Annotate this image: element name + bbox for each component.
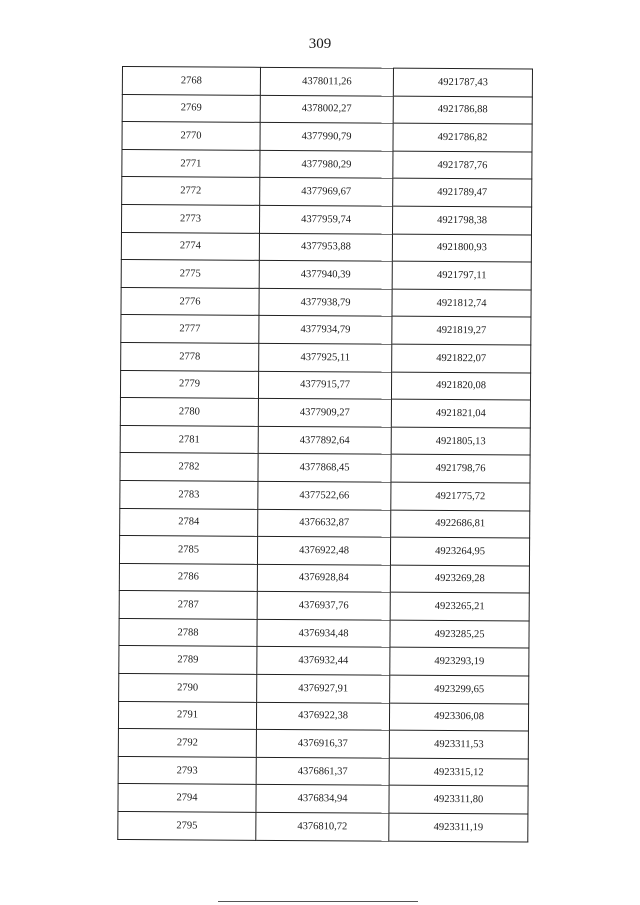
y-coordinate-cell: 4921805,13 — [391, 427, 530, 455]
point-number-cell: 2776 — [121, 287, 259, 315]
table-row — [121, 260, 531, 290]
y-coordinate-cell: 4921789,47 — [393, 179, 532, 207]
y-coordinate-cell: 4923311,19 — [389, 813, 528, 841]
x-coordinate-cell: 4376927,91 — [257, 674, 390, 702]
table-row — [119, 591, 529, 621]
table-row — [121, 315, 531, 345]
y-coordinate-cell: 4921800,93 — [392, 234, 531, 262]
point-number-cell: 2771 — [122, 149, 260, 177]
y-coordinate-cell: 4921798,38 — [392, 206, 531, 234]
y-coordinate-cell: 4923311,53 — [389, 730, 528, 758]
y-coordinate-cell: 4921775,72 — [391, 482, 530, 510]
table-row — [121, 287, 531, 317]
point-number-cell: 2793 — [118, 756, 256, 784]
point-number-cell: 2787 — [119, 591, 257, 619]
point-number-cell: 2783 — [120, 480, 258, 508]
y-coordinate-cell: 4923285,25 — [390, 620, 529, 648]
point-number-cell: 2769 — [122, 94, 260, 122]
x-coordinate-cell: 4376932,44 — [257, 647, 390, 675]
point-number-cell: 2786 — [119, 563, 257, 591]
table-row — [118, 729, 528, 759]
point-number-cell: 2775 — [121, 260, 259, 288]
x-coordinate-cell: 4376861,37 — [256, 757, 389, 785]
table-row — [118, 784, 528, 814]
table-row — [118, 756, 528, 786]
x-coordinate-cell: 4377925,11 — [259, 343, 392, 371]
table-row — [120, 480, 530, 510]
point-number-cell: 2780 — [120, 398, 258, 426]
y-coordinate-cell: 4923293,19 — [390, 648, 529, 676]
coordinates-table — [117, 66, 533, 842]
x-coordinate-cell: 4376922,48 — [257, 536, 390, 564]
table-body — [118, 67, 533, 842]
table-row — [121, 342, 531, 372]
x-coordinate-cell: 4377934,79 — [259, 316, 392, 344]
x-coordinate-cell: 4378002,27 — [260, 95, 393, 123]
point-number-cell: 2768 — [122, 67, 260, 95]
point-number-cell: 2773 — [121, 204, 259, 232]
table-row — [120, 453, 530, 483]
x-coordinate-cell: 4377938,79 — [259, 288, 392, 316]
x-coordinate-cell: 4377953,88 — [259, 233, 392, 261]
table-row — [121, 232, 531, 262]
bottom-rule — [218, 901, 418, 902]
point-number-cell: 2789 — [119, 646, 257, 674]
x-coordinate-cell: 4377915,77 — [258, 371, 391, 399]
x-coordinate-cell: 4376928,84 — [257, 564, 390, 592]
x-coordinate-cell: 4377990,79 — [260, 123, 393, 151]
x-coordinate-cell: 4376834,94 — [256, 785, 389, 813]
point-number-cell: 2772 — [122, 177, 260, 205]
point-number-cell: 2788 — [119, 618, 257, 646]
table-row — [119, 674, 529, 704]
table-row — [122, 177, 532, 207]
point-number-cell: 2784 — [120, 508, 258, 536]
y-coordinate-cell: 4921812,74 — [392, 289, 531, 317]
y-coordinate-cell: 4923306,08 — [389, 703, 528, 731]
point-number-cell: 2791 — [118, 701, 256, 729]
point-number-cell: 2779 — [120, 370, 258, 398]
point-number-cell: 2790 — [119, 674, 257, 702]
y-coordinate-cell: 4921821,04 — [391, 399, 530, 427]
point-number-cell: 2782 — [120, 453, 258, 481]
y-coordinate-cell: 4921797,11 — [392, 261, 531, 289]
y-coordinate-cell: 4921787,43 — [393, 68, 532, 96]
y-coordinate-cell: 4922686,81 — [391, 510, 530, 538]
x-coordinate-cell: 4378011,26 — [260, 67, 393, 95]
x-coordinate-cell: 4377868,45 — [258, 454, 391, 482]
table-row — [118, 701, 528, 731]
table-row — [119, 646, 529, 676]
point-number-cell: 2792 — [118, 729, 256, 757]
x-coordinate-cell: 4376934,48 — [257, 619, 390, 647]
y-coordinate-cell: 4921820,08 — [391, 372, 530, 400]
point-number-cell: 2778 — [121, 342, 259, 370]
point-number-cell: 2770 — [122, 122, 260, 150]
table-row — [118, 812, 528, 842]
table-row — [122, 94, 532, 124]
table-row — [120, 370, 530, 400]
point-number-cell: 2795 — [118, 812, 256, 840]
table-row — [122, 67, 532, 97]
x-coordinate-cell: 4376632,87 — [258, 509, 391, 537]
page-number: 309 — [308, 36, 332, 52]
point-number-cell: 2774 — [121, 232, 259, 260]
table-row — [119, 563, 529, 593]
x-coordinate-cell: 4377940,39 — [259, 260, 392, 288]
table-row — [119, 536, 529, 566]
y-coordinate-cell: 4921787,76 — [393, 151, 532, 179]
y-coordinate-cell: 4921819,27 — [392, 316, 531, 344]
table-row — [122, 122, 532, 152]
y-coordinate-cell: 4921822,07 — [392, 344, 531, 372]
point-number-cell: 2785 — [119, 536, 257, 564]
y-coordinate-cell: 4923299,65 — [390, 675, 529, 703]
x-coordinate-cell: 4376937,76 — [257, 592, 390, 620]
y-coordinate-cell: 4923269,28 — [390, 565, 529, 593]
x-coordinate-cell: 4376916,37 — [256, 730, 389, 758]
y-coordinate-cell: 4923311,80 — [389, 786, 528, 814]
x-coordinate-cell: 4377969,67 — [260, 178, 393, 206]
table-row — [120, 508, 530, 538]
x-coordinate-cell: 4377909,27 — [258, 398, 391, 426]
x-coordinate-cell: 4377959,74 — [259, 205, 392, 233]
x-coordinate-cell: 4376922,38 — [256, 702, 389, 730]
x-coordinate-cell: 4377980,29 — [260, 150, 393, 178]
table-row — [120, 398, 530, 428]
point-number-cell: 2781 — [120, 425, 258, 453]
y-coordinate-cell: 4923315,12 — [389, 758, 528, 786]
table-row — [122, 149, 532, 179]
y-coordinate-cell: 4921786,88 — [393, 96, 532, 124]
x-coordinate-cell: 4376810,72 — [256, 812, 389, 840]
y-coordinate-cell: 4923265,21 — [390, 592, 529, 620]
y-coordinate-cell: 4921798,76 — [391, 454, 530, 482]
table-row — [121, 204, 531, 234]
y-coordinate-cell: 4923264,95 — [390, 537, 529, 565]
table-row — [120, 425, 530, 455]
point-number-cell: 2794 — [118, 784, 256, 812]
x-coordinate-cell: 4377522,66 — [258, 481, 391, 509]
y-coordinate-cell: 4921786,82 — [393, 123, 532, 151]
table-row — [119, 618, 529, 648]
x-coordinate-cell: 4377892,64 — [258, 426, 391, 454]
point-number-cell: 2777 — [121, 315, 259, 343]
